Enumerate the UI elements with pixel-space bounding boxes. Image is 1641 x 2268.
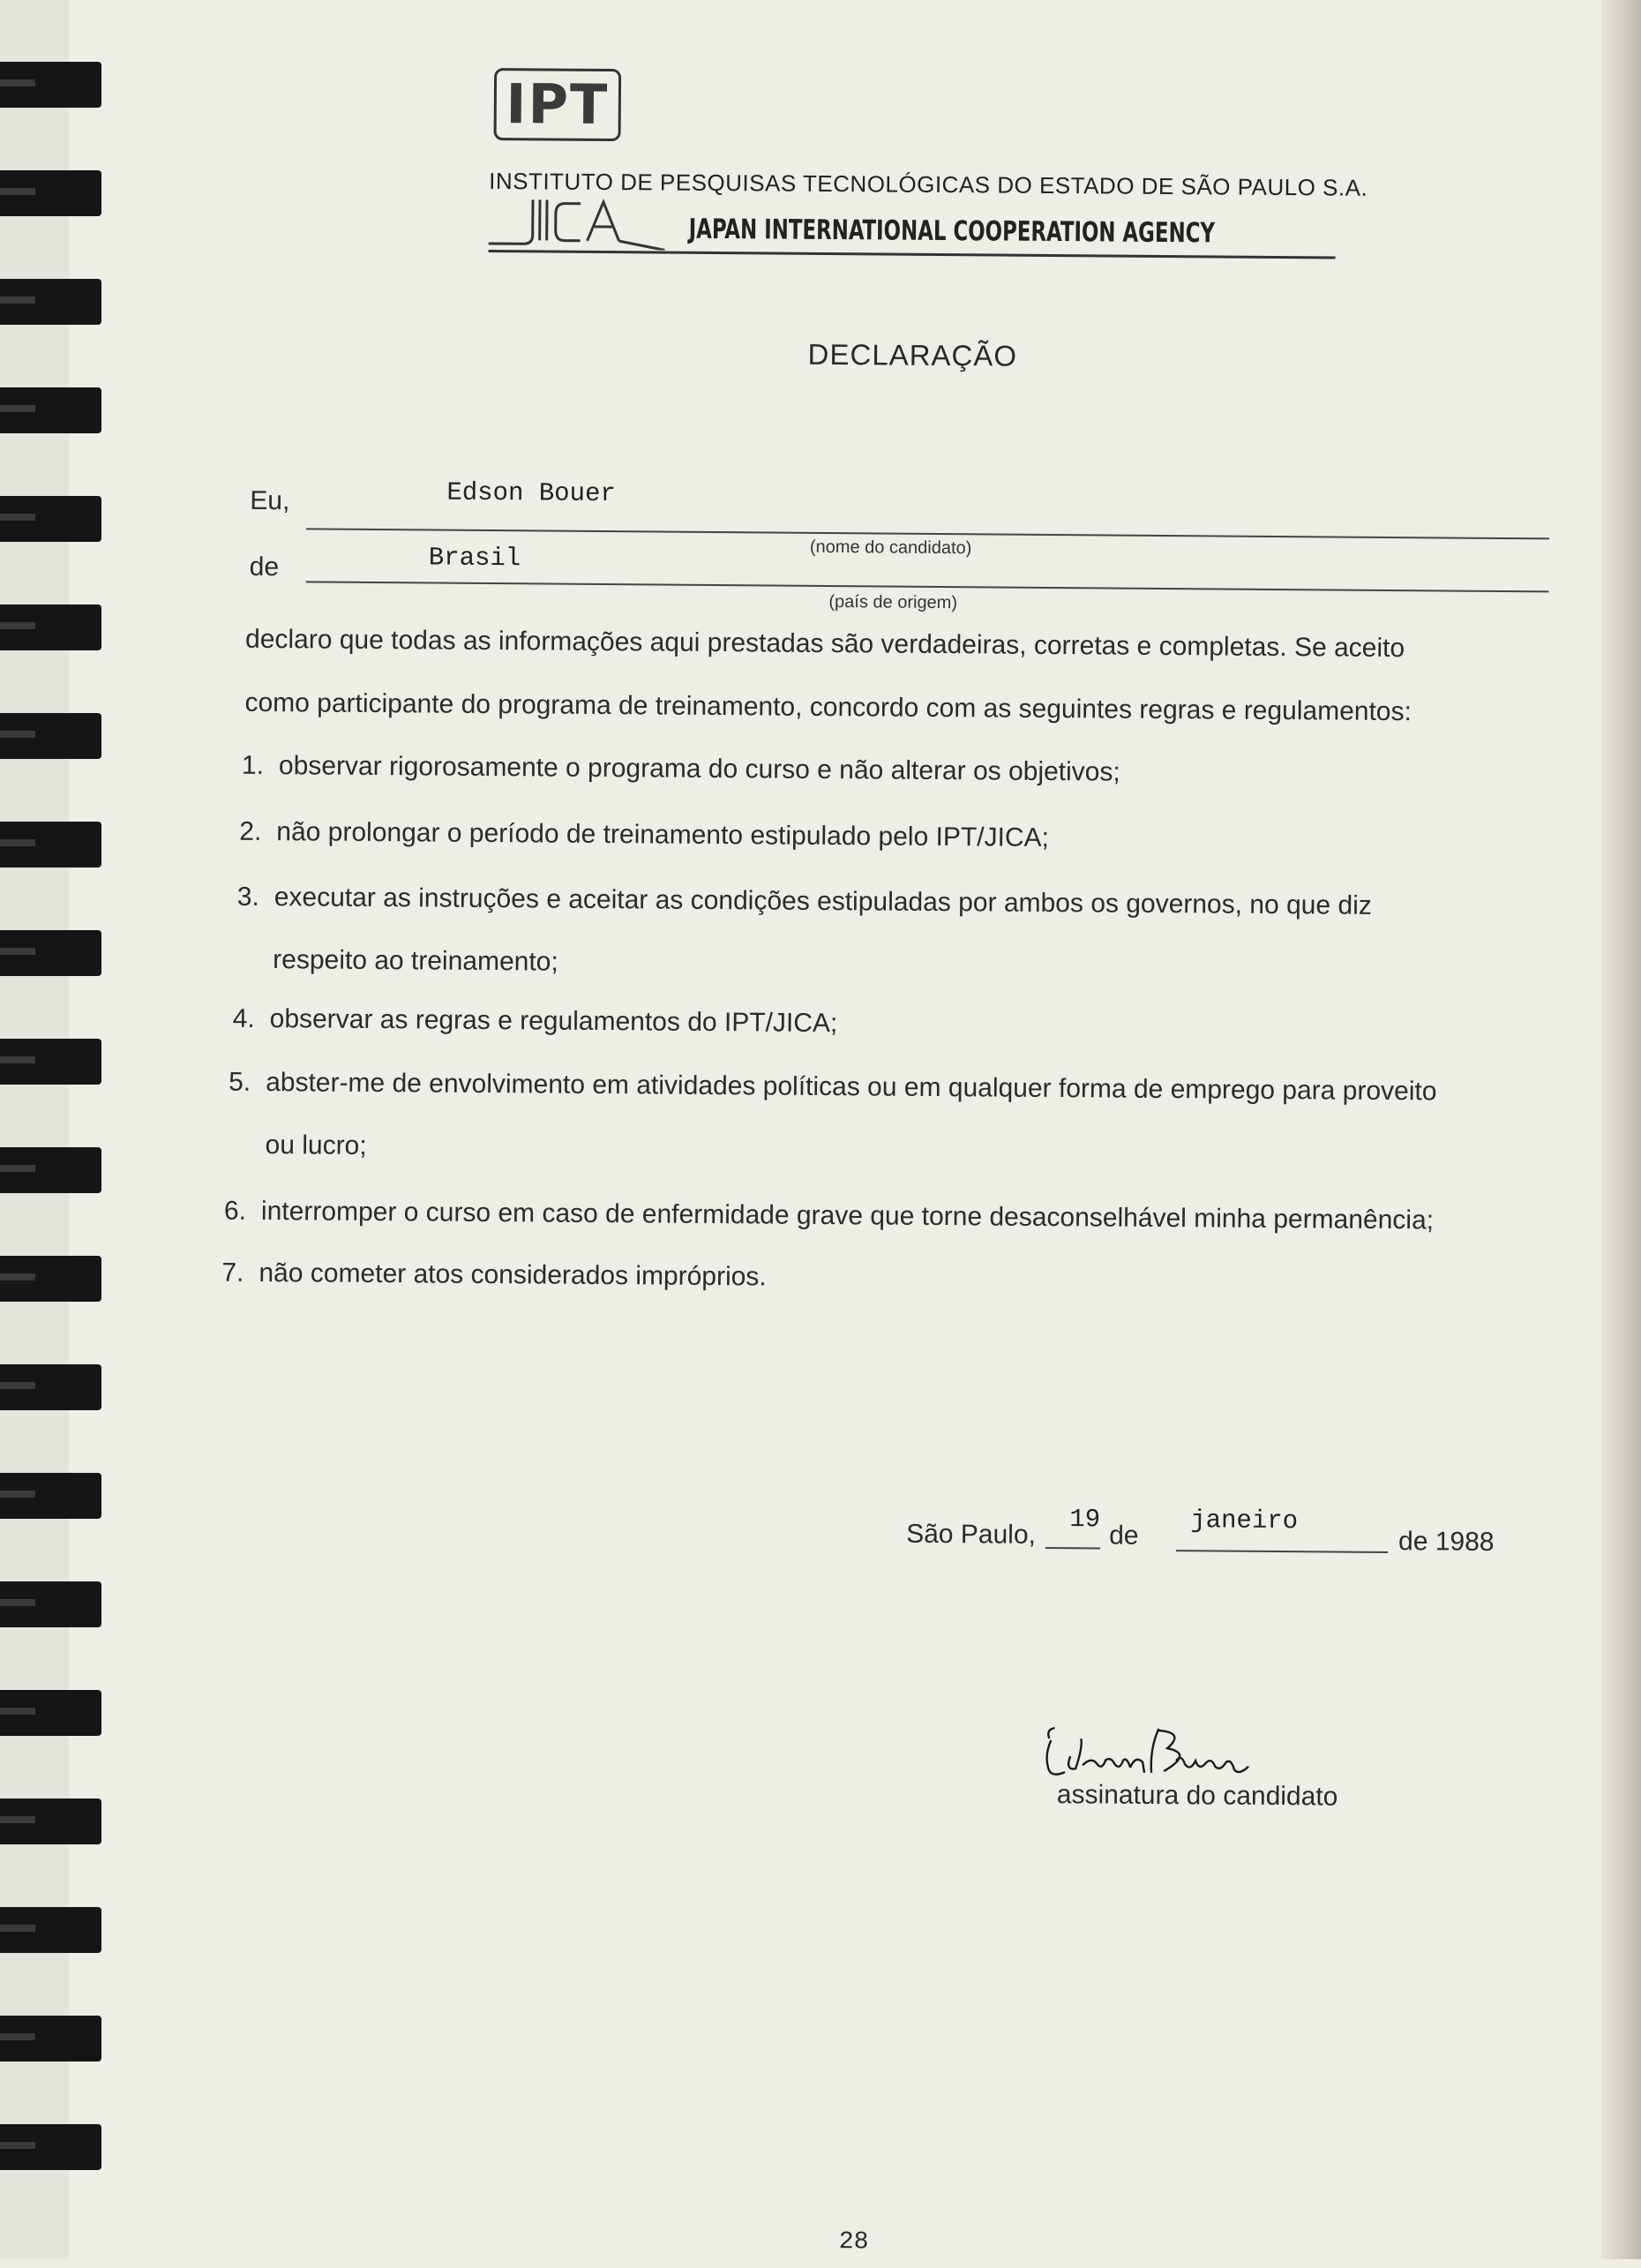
rule-7-number: 7. bbox=[221, 1258, 244, 1288]
rule-2-number: 2. bbox=[239, 816, 262, 846]
paragraph-line: declaro que todas as informações aqui prestadas são verdadeiras, corretas e completas. Se aceito bbox=[244, 624, 1405, 664]
jica-logo bbox=[489, 196, 665, 251]
rule-1-text: observar rigorosamente o programa do curso e não alterar os objetivos; bbox=[278, 751, 1120, 787]
country-caption: (país de origem) bbox=[828, 591, 958, 613]
rule-6-text: interromper o curso em caso de enfermidade grave que torne desaconselhável minha permanência; bbox=[260, 1196, 1435, 1235]
date-day-line bbox=[1045, 1547, 1100, 1549]
rule-5-text-cont: ou lucro; bbox=[265, 1130, 367, 1160]
rule-1-number: 1. bbox=[241, 750, 265, 780]
date-year: de 1988 bbox=[1397, 1527, 1495, 1557]
header-rule bbox=[489, 250, 1336, 259]
agency-name: JAPAN INTERNATIONAL COOPERATION AGENCY bbox=[688, 213, 1216, 250]
candidate-name-caption: (nome do candidato) bbox=[809, 537, 972, 559]
date-day: 19 bbox=[1069, 1505, 1101, 1535]
date-city: São Paulo, bbox=[906, 1519, 1037, 1550]
paragraph-line: como participante do programa de treinamento, concordo com as seguintes regras e regulamentos: bbox=[244, 687, 1412, 727]
rule-3-text-cont: respeito ao treinamento; bbox=[273, 945, 558, 977]
candidate-name-value: Edson Bouer bbox=[446, 477, 616, 509]
ipt-logo: IPT bbox=[494, 68, 622, 141]
signature-caption: assinatura do candidato bbox=[1056, 1780, 1338, 1812]
page-title: DECLARAÇÃO bbox=[807, 337, 1018, 372]
country-line bbox=[306, 581, 1549, 592]
institute-name: INSTITUTO DE PESQUISAS TECNOLÓGICAS DO ESTADO DE SÃO PAULO S.A. bbox=[489, 167, 1368, 201]
rule-3-number: 3. bbox=[236, 882, 259, 912]
country-value: Brasil bbox=[428, 543, 521, 574]
rule-2-text: não prolongar o período de treinamento estipulado pelo IPT/JICA; bbox=[276, 817, 1050, 852]
de-label: de bbox=[249, 552, 280, 582]
eu-label: Eu, bbox=[250, 485, 290, 516]
page-number: 28 bbox=[838, 2228, 869, 2257]
date-month-line bbox=[1176, 1550, 1388, 1553]
candidate-signature bbox=[1044, 1721, 1256, 1784]
rule-3-text: executar as instruções e aceitar as condições estipuladas por ambos os governos, no que diz bbox=[274, 882, 1372, 920]
rule-5-number: 5. bbox=[229, 1067, 251, 1097]
rule-4-text: observar as regras e regulamentos do IPT/JICA; bbox=[269, 1004, 838, 1039]
date-de: de bbox=[1109, 1521, 1139, 1551]
rule-7-text: não cometer atos considerados impróprios. bbox=[259, 1258, 767, 1292]
rule-4-number: 4. bbox=[232, 1003, 255, 1033]
date-month: janeiro bbox=[1190, 1506, 1299, 1536]
rule-5-text: abster-me de envolvimento em atividades políticas ou em qualquer forma de emprego para proveito bbox=[266, 1068, 1437, 1107]
rule-6-number: 6. bbox=[223, 1196, 247, 1226]
